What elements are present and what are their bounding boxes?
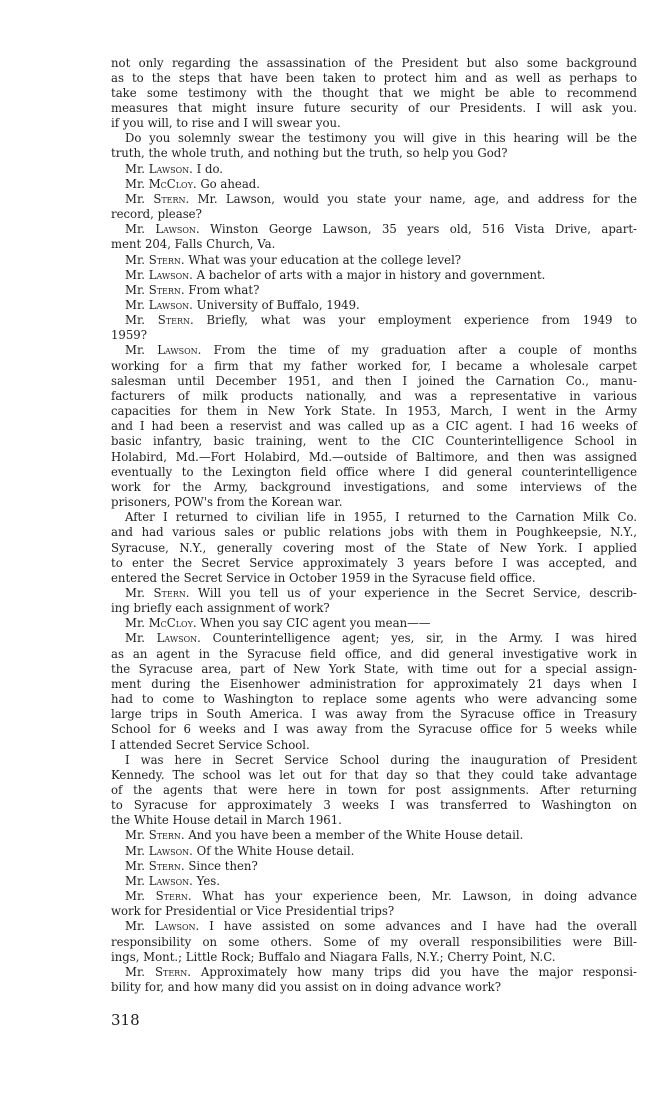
line-text: ing briefly each assignment of work? [111,601,330,616]
text-line [111,177,637,192]
speaker-honorific: Mr. [125,222,145,237]
line-text: the White House detail in March 1961. [111,813,342,828]
text-line [111,465,637,480]
line-text: Do you solemnly swear the testimony you will give in this hearing will be the [125,131,637,146]
line-text: Go ahead. [200,176,260,191]
narrative-paragraph [111,56,637,132]
speaker-name: Lawson. [155,222,200,237]
line-text: What was your education at the college level? [188,252,462,267]
line-text: What has your experience been, Mr. Lawson, in doing advance [202,889,638,904]
line-text: I attended Secret Service School. [111,737,310,752]
line-text: School for 6 weeks and I was away from the Syracuse office for 5 weeks while [111,722,637,737]
line-text: facturers of milk products nationally, and was a representative in various [111,388,637,403]
speaker-honorific: Mr. [125,919,145,934]
text-line [111,237,637,252]
text-line [111,389,637,404]
speaker-honorific: Mr. [125,828,145,843]
line-text: work for Presidential or Vice Presidential trips? [111,904,395,919]
narrative-paragraph [111,753,637,829]
speaker-name: Stern. [148,858,185,873]
text-line [111,313,637,328]
line-text: not only regarding the assassination of the President but also some background [111,55,637,70]
line-text: Will you tell us of your experience in the Secret Service, describ- [198,585,637,600]
line-text: Counterintelligence agent; yes, sir, in the Army. I was hired [212,631,638,646]
speaker-name: Stern. [153,191,190,206]
line-text: Mr. Lawson, would you state your name, age, and address for the [197,191,638,206]
line-text: the Syracuse area, part of New York State, with time out for a special assign- [111,661,637,676]
text-line [111,525,637,540]
text-line [111,450,637,465]
speaker-honorific: Mr. [125,889,145,904]
line-text: prisoners, POW's from the Korean war. [111,495,343,510]
text-line [111,495,637,510]
line-text: to Syracuse for approximately 3 weeks I was transferred to Washington on [111,798,637,813]
line-text: capacities for them in New York State. In 1953, March, I went in the Army [111,404,637,419]
line-text: From the time of my graduation after a couple of months [213,343,637,358]
testimony-paragraph [111,859,637,874]
speaker-honorific: Mr. [125,858,145,873]
text-line [111,904,637,919]
line-text: When you say CIC agent you mean—— [200,616,431,631]
line-text: ment 204, Falls Church, Va. [111,237,276,252]
speaker-name: McCloy. [148,616,197,631]
text-line [111,207,637,222]
line-text: as to the steps that have been taken to protect him and as well as perhaps to [111,70,637,85]
line-text: ment during the Eisenhower administration for approximately 21 days when I [111,676,637,691]
speaker-honorific: Mr. [125,252,145,267]
line-text: of the agents that were here in town for post assignments. After returning [111,783,637,797]
line-text: After I returned to civilian life in 1955, I returned to the Carnation Milk Co. [125,510,637,525]
line-text: Of the White House detail. [196,843,355,858]
speaker-name: Stern. [154,964,191,979]
line-text: working for a firm that my father worked for, I became a wholesale carpet [111,358,637,373]
text-line [111,662,637,677]
text-line [111,283,637,298]
speaker-honorific: Mr. [125,191,145,206]
text-line [111,677,637,692]
line-text: Holabird, Md.—Fort Holabird, Md.—outside of Baltimore, and then was assigned [111,449,637,464]
text-line [111,146,637,161]
speaker-honorific: Mr. [125,343,145,358]
text-line [111,541,637,556]
speaker-honorific: Mr. [125,176,145,191]
speaker-honorific: Mr. [125,298,145,312]
text-line [111,404,637,419]
testimony-paragraph [111,192,637,222]
testimony-paragraph [111,874,637,889]
speaker-name: Lawson. [148,298,193,312]
speaker-name: Lawson. [148,161,193,176]
speaker-honorific: Mr. [125,585,145,600]
line-text: and had various sales or public relations jobs with them in Poughkeepsie, N.Y., [111,525,637,540]
text-line [111,844,637,859]
text-line [111,343,637,358]
line-text: Syracuse, N.Y., generally covering most of the State of New York. I applied [111,540,637,555]
speaker-honorific: Mr. [125,843,145,858]
text-line [111,586,637,601]
text-line [111,434,637,449]
text-line [111,328,637,343]
speaker-name: Stern. [155,889,192,904]
testimony-paragraph [111,889,637,919]
line-text: University of Buffalo, 1949. [196,298,360,312]
speaker-honorific: Mr. [125,267,145,282]
text-line [111,965,637,980]
line-text: large trips in South America. I was away from the Syracuse office in Treasury [111,707,637,722]
line-text: Briefly, what was your employment experience from 1949 to [206,313,638,328]
line-text: work for the Army, background investigations, and some interviews of the [111,479,637,494]
line-text: Kennedy. The school was let out for that day so that they could take advantage [111,767,637,782]
testimony-paragraph [111,268,637,283]
speaker-name: Lawson. [155,919,200,934]
text-line [111,631,637,646]
speaker-name: Lawson. [148,267,193,282]
testimony-paragraph [111,616,637,631]
speaker-honorific: Mr. [125,964,145,979]
text-line [111,798,637,813]
testimony-paragraph [111,298,637,313]
text-line [111,56,637,71]
text-line [111,601,637,616]
text-line [111,253,637,268]
text-line [111,813,637,828]
line-text: I was here in Secret Service School during the inauguration of President [125,752,637,767]
line-text: 1959? [111,328,148,343]
line-text: I have assisted on some advances and I have had the overall [209,919,638,934]
text-line [111,374,637,389]
testimony-paragraph [111,283,637,298]
text-line [111,359,637,374]
line-text: truth, the whole truth, and nothing but the truth, so help you God? [111,146,508,161]
testimony-paragraph [111,631,637,752]
text-line [111,510,637,525]
line-text: record, please? [111,207,202,222]
narrative-paragraph [111,510,637,586]
line-text: From what? [188,282,260,297]
testimony-paragraph [111,343,637,510]
speaker-honorific: Mr. [125,616,145,631]
speaker-name: Stern. [148,252,185,267]
text-line [111,222,637,237]
line-text: ings, Mont.; Little Rock; Buffalo and Niagara Falls, N.Y.; Cherry Point, N.C. [111,949,556,964]
text-line [111,298,637,313]
speaker-name: McCloy. [148,176,197,191]
line-text: eventually to the Lexington field office where I did general counterintelligence [111,464,637,479]
line-text: if you will, to rise and I will swear you. [111,116,341,131]
testimony-paragraph [111,162,637,177]
line-text: and I had been a reservist and was called up as a CIC agent. I had 16 weeks of [111,419,637,434]
text-line [111,692,637,707]
line-text: to enter the Secret Service approximately 3 years before I was accepted, and [111,555,637,570]
text-line [111,935,637,950]
text-line [111,980,637,995]
line-text: responsibility on some others. Some of my overall responsibilities were Bill- [111,934,637,949]
text-line [111,768,637,783]
text-line [111,647,637,662]
text-line [111,268,637,283]
line-text: Winston George Lawson, 35 years old, 516 Vista Drive, apart- [210,222,637,237]
line-text: bility for, and how many did you assist on in doing advance work? [111,980,502,995]
testimony-paragraph [111,586,637,616]
text-line [111,616,637,631]
speaker-honorific: Mr. [125,873,145,888]
line-text: basic infantry, basic training, went to the CIC Counterintelligence School in [111,434,637,449]
text-line [111,192,637,207]
speaker-name: Lawson. [156,631,201,646]
text-line [111,162,637,177]
text-line [111,874,637,889]
line-text: salesman until December 1951, and then I joined the Carnation Co., manu- [111,373,637,388]
transcript-body [111,56,637,996]
text-line [111,571,637,586]
text-line [111,556,637,571]
speaker-name: Lawson. [157,343,202,358]
testimony-paragraph [111,828,637,843]
line-text: measures that might insure future security of our Presidents. I will ask you. [111,100,637,115]
line-text: had to come to Washington to replace some agents who were advancing some [111,692,637,707]
speaker-honorific: Mr. [125,631,145,646]
testimony-paragraph [111,844,637,859]
speaker-name: Lawson. [148,843,193,858]
text-line [111,86,637,101]
line-text: A bachelor of arts with a major in history and government. [196,267,546,282]
testimony-paragraph [111,919,637,964]
page-number: 318 [111,1011,140,1029]
speaker-name: Stern. [153,585,190,600]
text-line [111,783,637,798]
testimony-paragraph [111,222,637,252]
speaker-honorific: Mr. [125,161,145,176]
text-line [111,738,637,753]
text-line [111,707,637,722]
testimony-paragraph [111,253,637,268]
text-line [111,722,637,737]
speaker-name: Stern. [148,282,185,297]
text-line [111,131,637,146]
speaker-honorific: Mr. [125,282,145,297]
text-line [111,753,637,768]
line-text: Approximately how many trips did you have the major responsi- [200,964,637,979]
line-text: take some testimony with the thought that we might be able to recommend [111,85,637,100]
testimony-paragraph [111,965,637,995]
narrative-paragraph [111,131,637,161]
testimony-paragraph [111,177,637,192]
line-text: Since then? [188,858,258,873]
testimony-paragraph [111,313,637,343]
text-line [111,828,637,843]
text-line [111,919,637,934]
speaker-name: Lawson. [148,873,193,888]
line-text: And you have been a member of the White House detail. [188,828,524,843]
speaker-honorific: Mr. [125,313,145,328]
line-text: as an agent in the Syracuse field office, and did general investigative work in [111,646,637,661]
text-line [111,116,637,131]
speaker-name: Stern. [148,828,185,843]
text-line [111,419,637,434]
speaker-name: Stern. [157,313,194,328]
line-text: I do. [196,161,223,176]
text-line [111,480,637,495]
text-line [111,101,637,116]
line-text: Yes. [196,873,220,888]
text-line [111,950,637,965]
text-line [111,71,637,86]
text-line [111,889,637,904]
text-line [111,859,637,874]
line-text: entered the Secret Service in October 1959 in the Syracuse field office. [111,570,536,585]
